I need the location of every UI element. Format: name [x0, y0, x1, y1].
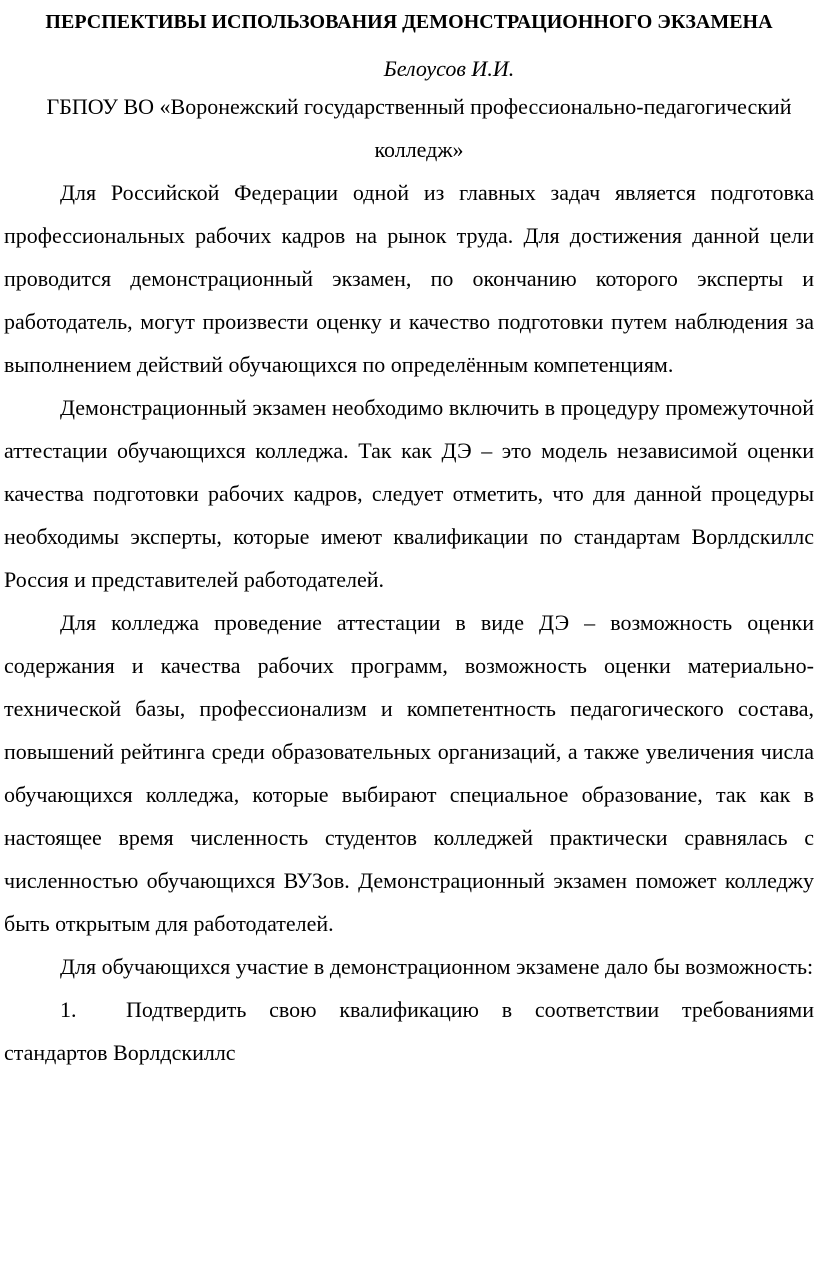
- author-name: Белоусов И.И.: [383, 56, 515, 81]
- organization-name: ГБПОУ ВО «Воронежский государственный профессионально-педагогический колледж»: [46, 94, 792, 162]
- list-item-1: [4, 988, 814, 1074]
- paragraph-3: Для колледжа проведение аттестации в виде ДЭ – возможность оценки содержания и качества рабочих программ, возможность оценки материально-технической базы, профессионализм и компетентность педагогического состава, повышений рейтинга среди образовательных организаций, а также увеличения числа обучающихся колледжа, которые выбирают специальное образование, так как в настоящее время численность студентов колледжей практически сравнялась с численностью обучающихся ВУЗов. Демонстрационный экзамен поможет колледжу быть открытым для работодателей.: [4, 610, 814, 936]
- paragraph-1: Для Российской Федерации одной из главных задач является подготовка профессиональных рабочих кадров на рынок труда. Для достижения данной цели проводится демонстрационный экзамен, по окончанию которого эксперты и работодатель, могут произвести оценку и качество подготовки путем наблюдения за выполнением действий обучающихся по определённым компетенциям.: [4, 180, 814, 377]
- list-item-number: 1.: [60, 997, 77, 1022]
- list-item-text: Подтвердить свою квалификацию в соответствии требованиями стандартов Ворлдскиллс: [4, 997, 814, 1065]
- paragraph-4: Для обучающихся участие в демонстрационном экзамене дало бы возможность:: [60, 954, 814, 979]
- paragraph-2: Демонстрационный экзамен необходимо включить в процедуру промежуточной аттестации обучающихся колледжа. Так как ДЭ – это модель независимой оценки качества подготовки рабочих кадров, следует отметить, что для данной процедуры необходимы эксперты, которые имеют квалификации по стандартам Ворлдскиллс Россия и представителей работодателей.: [4, 395, 814, 592]
- document-title: ПЕРСПЕКТИВЫ ИСПОЛЬЗОВАНИЯ ДЕМОНСТРАЦИОННОГО ЭКЗАМЕНА: [45, 11, 773, 33]
